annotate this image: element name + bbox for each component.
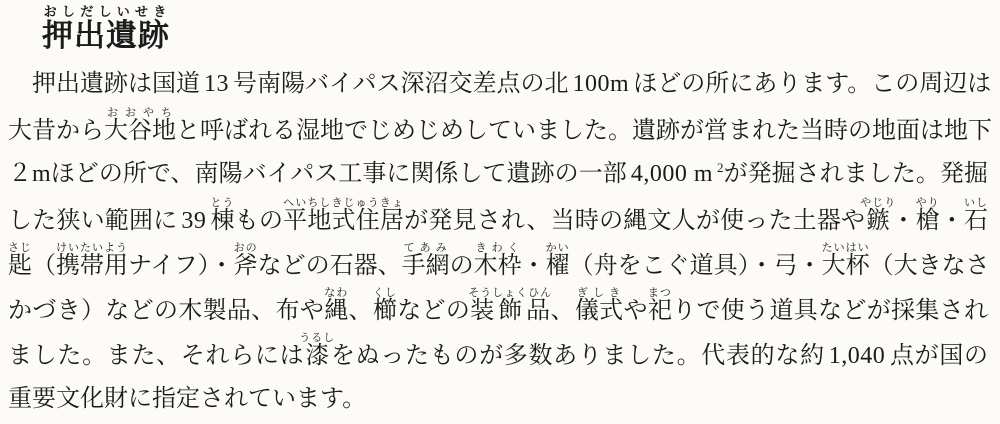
text-segment: 押出遺跡は国道 [32, 71, 200, 97]
furigana: まつ [647, 287, 672, 299]
ruby-text: 櫛くし [372, 287, 398, 324]
text-segment: りで使う道具などが採集され [672, 298, 989, 324]
text-line [8, 242, 988, 287]
text-segment: 大昔から [8, 118, 104, 144]
text-segment: ナイフ）・ [128, 253, 234, 279]
furigana: おの [233, 242, 258, 254]
furigana: ぎしき [574, 287, 624, 299]
text-segment: が発掘されました。発掘 [723, 161, 988, 187]
text-segment: 4,000 m [630, 161, 714, 187]
ruby-text: 棟とう [210, 197, 235, 234]
furigana: たいはい [821, 242, 870, 254]
text-line [8, 377, 988, 422]
ruby-text: 鏃やじり [860, 197, 897, 234]
text-segment: した狭い範囲に [8, 208, 178, 234]
furigana: そうしょくひん [468, 287, 553, 299]
title-text: 押出遺跡 [42, 18, 170, 53]
text-segment: 号南陽バイパス深沼交差点の北 [233, 71, 569, 97]
text-segment: ・ [521, 253, 546, 279]
furigana: てあみ [401, 242, 450, 254]
text-segment: と呼ばれる湿地でじめじめしていました。遺跡が営まれた当時の地面は地下 [176, 118, 992, 144]
furigana: おおやち [104, 107, 176, 119]
body-text [8, 62, 992, 422]
text-segment: や [623, 298, 648, 324]
text-segment: などの石器、 [257, 253, 402, 279]
furigana: なわ [324, 287, 349, 299]
text-segment: ほどの所にあります。この周辺は [633, 71, 992, 97]
text-segment: ２mほどの所で、南陽バイパス工事に関係して遺跡の一部 [8, 161, 627, 187]
text-segment: （大きなさ [869, 253, 990, 279]
text-line [8, 152, 988, 197]
ruby-text: 装飾品そうしょくひん [468, 287, 553, 324]
furigana: へいちしきじゅうきょ [283, 197, 404, 209]
title-furigana: おしだしいせき [42, 4, 170, 19]
text-segment: （ [32, 253, 56, 279]
text-line [8, 332, 988, 377]
furigana: きわく [473, 242, 522, 254]
text-segment: 重要文化財に指定されています。 [8, 386, 367, 412]
title-ruby-group [42, 4, 170, 53]
furigana: やり [915, 197, 940, 209]
text-segment: ・ [939, 208, 965, 234]
ruby-text: 大杯たいはい [821, 242, 870, 279]
ruby-text: 携帯用けいたいよう [56, 242, 128, 279]
text-segment: かづき）などの木製品、布や [8, 298, 325, 324]
ruby-text: 木枠きわく [473, 242, 522, 279]
ruby-text: 祀まつ [647, 287, 673, 324]
ruby-text: 大谷地おおやち [104, 107, 176, 144]
text-segment: 、 [550, 298, 575, 324]
text-segment: の [449, 253, 474, 279]
text-segment: もの [234, 208, 284, 234]
furigana: うるし [299, 332, 336, 344]
text-segment: 39 [181, 208, 207, 234]
text-segment: などの [397, 298, 471, 324]
text-segment: をぬったものが多数ありました。代表的な約 [330, 343, 825, 369]
ruby-text: 平地式住居へいちしきじゅうきょ [283, 197, 405, 234]
ruby-text: 石いし [964, 197, 989, 234]
ruby-text: 斧おの [233, 242, 258, 279]
ruby-text: 縄なわ [324, 287, 349, 324]
text-line [8, 197, 988, 242]
text-line [8, 107, 992, 152]
ruby-text: 漆うるし [299, 332, 336, 369]
furigana: けいたいよう [56, 242, 128, 254]
text-segment: 1,040 [828, 343, 886, 369]
furigana: くし [372, 287, 397, 299]
text-segment: 100m [572, 71, 630, 97]
furigana: かい [545, 242, 570, 254]
title-block [42, 4, 170, 62]
text-line [8, 287, 988, 332]
furigana: やじり [860, 197, 897, 209]
superscript-text: 2 [717, 160, 724, 175]
furigana: とう [210, 197, 235, 209]
text-segment: 13 [204, 71, 229, 97]
text-segment: ました。また、それらには [8, 343, 305, 369]
page-title [42, 4, 170, 65]
furigana: さじ [8, 242, 32, 254]
furigana: いし [964, 197, 989, 209]
ruby-text: 手網てあみ [401, 242, 450, 279]
text-segment: （舟をこぐ道具）・弓・ [569, 253, 822, 279]
ruby-text: 匙さじ [8, 242, 32, 279]
text-segment: 点が国の [889, 343, 989, 369]
ruby-text: 槍やり [915, 197, 940, 234]
ruby-text: 儀式ぎしき [574, 287, 624, 324]
text-line [8, 62, 992, 107]
ruby-text: 櫂かい [545, 242, 570, 279]
text-segment: ・ [891, 208, 916, 234]
text-segment: が発見され、当時の縄文人が使った土器や [404, 208, 866, 234]
text-segment: 、 [348, 298, 373, 324]
